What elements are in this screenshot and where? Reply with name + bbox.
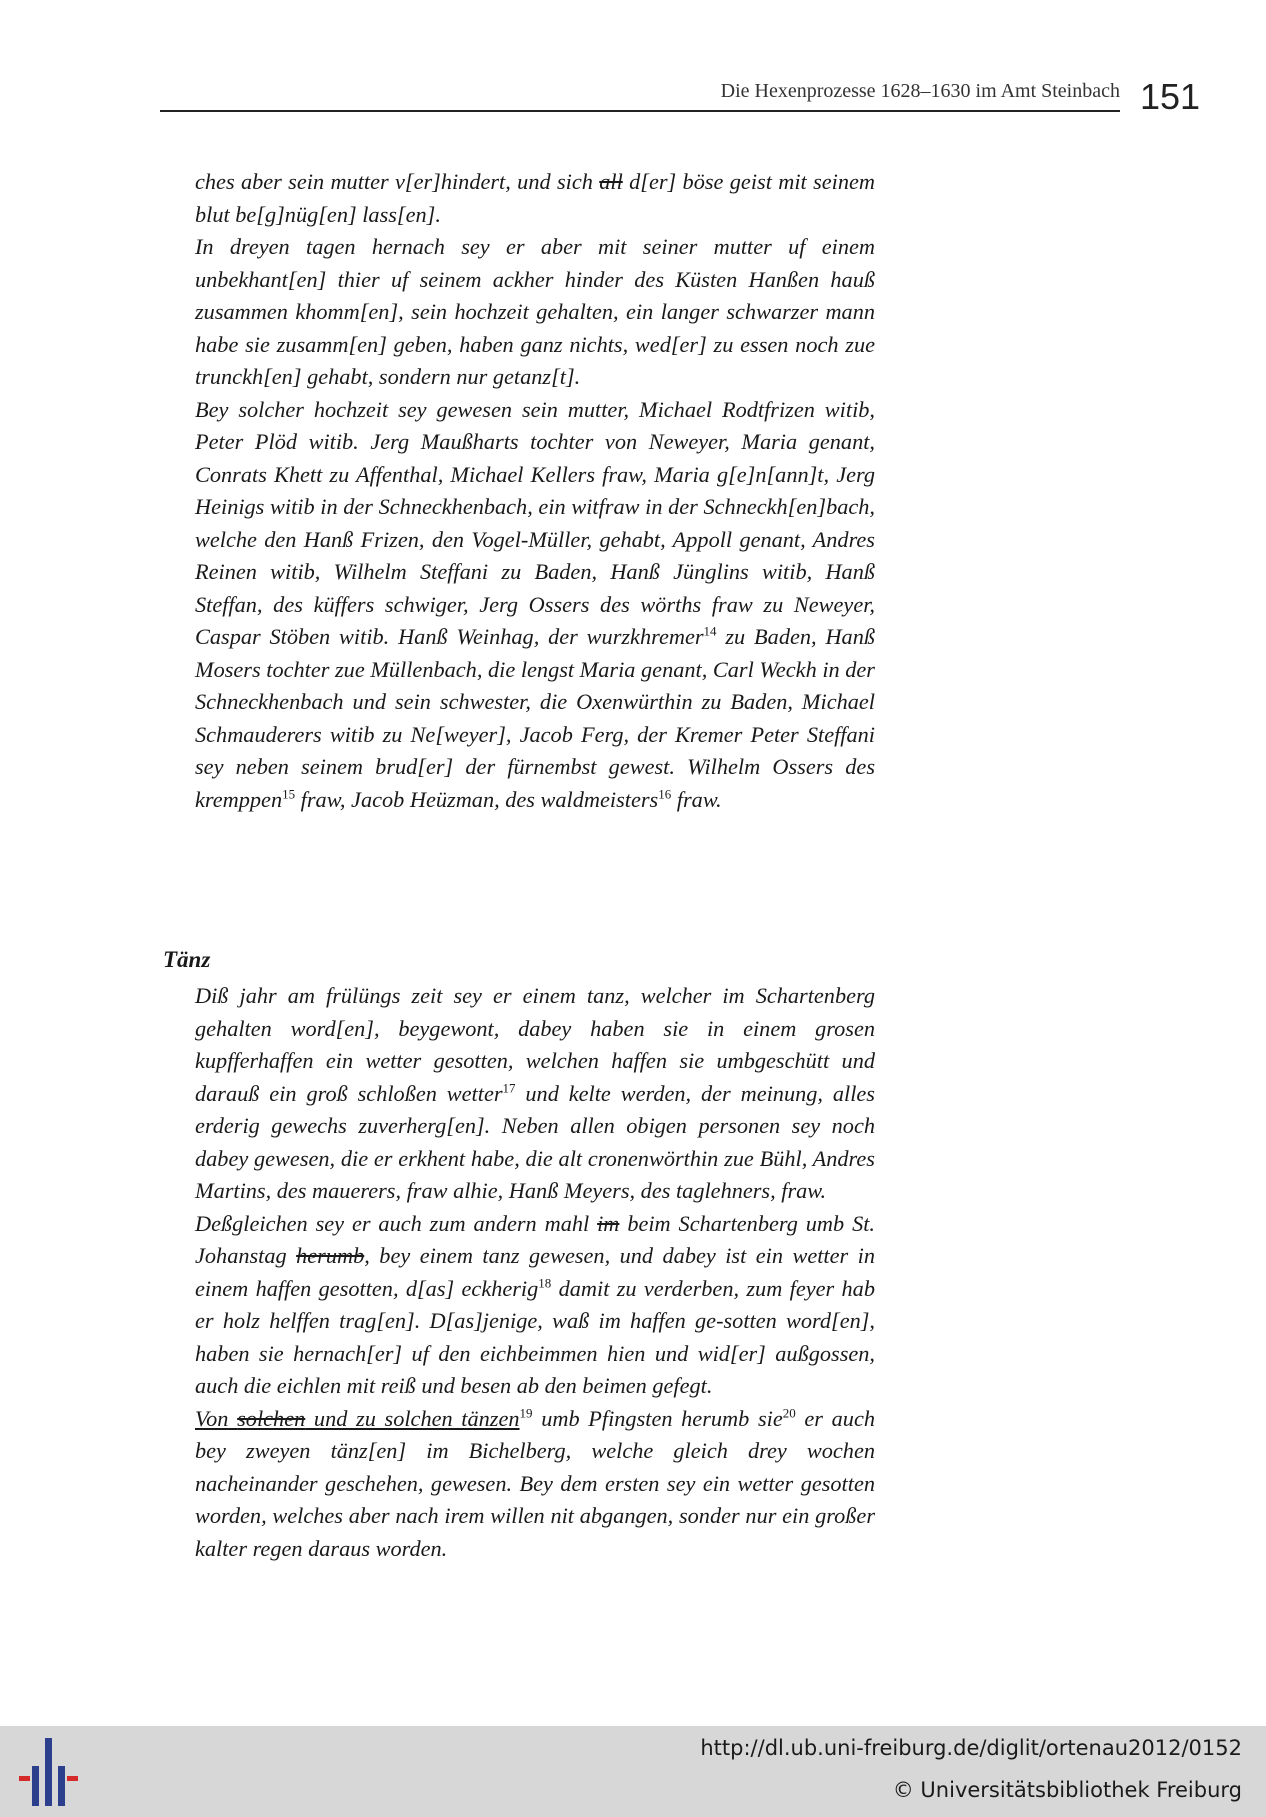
footnote-ref: 16 — [658, 786, 672, 802]
paragraph — [195, 980, 875, 1208]
text-run: und kelte werden, der meinung, alles erderig gewechs zuverherg[en]. Neben allen obigen personen sey noch dabey gewesen, die er erkhent habe, die alt cronenwörthin zue Bühl, Andres Martins, des mauerers, fraw alhie, Hanß Meyers, des taglehners, fraw. — [195, 1080, 875, 1203]
paragraph — [195, 1208, 875, 1403]
footnote-ref: 19 — [519, 1405, 533, 1421]
body-text-bottom — [195, 980, 875, 1565]
text-run: Bey solcher hochzeit sey gewesen sein mutter, Michael Rodtfrizen witib, Peter Plöd witib. Jerg Maußharts tochter von Neweyer, Maria genant, Conrats Khett zu Affenthal, Michael Kellers fraw, Maria g[e]n[ann]t, Jerg Heinigs witib in der Schneckhenbach, ein witfraw in der Schneckh[en]bach, welche den Hanß Frizen, den Vogel-Müller, gehabt, Appoll genant, Andres Reinen witib, Wilhelm Steffani zu Baden, Hanß Jünglins witib, Hanß Steffan, des küffers schwiger, Jerg Ossers des wörths fraw zu Neweyer, Caspar Stöben witib. Hanß Weinhag, der wurzkhremer — [195, 396, 875, 649]
text-run: Diß jahr am frülüngs zeit sey er einem tanz, welcher im Schartenberg gehalten word[en], beygewont, dabey haben sie in einem grosen kupfferhaffen ein wetter gesotten, welchen haffen sie umbgeschütt und darauß ein groß schloßen wetter — [195, 983, 875, 1106]
footnote-ref: 14 — [703, 623, 717, 639]
text-run: damit zu verderben, zum feyer hab er holz helffen trag[en]. D[as]jenige, waß im haffen ge-sotten word[en], haben sie hernach[er] uf den eichbeimmen hien und wid[er] außgossen, auch die eichlen mit reiß und besen ab den beimen gefegt. — [195, 1275, 875, 1398]
footer-copyright: © Universitätsbibliothek Freiburg — [892, 1778, 1242, 1802]
underlined-text: und zu solchen tänzen — [305, 1405, 520, 1431]
footer-url-link[interactable]: http://dl.ub.uni-freiburg.de/diglit/ortenau2012/0152 — [700, 1736, 1242, 1760]
body-text-top — [195, 166, 875, 816]
ub-freiburg-logo-icon — [18, 1736, 78, 1808]
paragraph: In dreyen tagen hernach sey er aber mit seiner mutter uf einem unbekhant[en] thier uf seinem ackher hinder des Küsten Hanßen hauß zusammen khomm[en], sein hochzeit gehalten, ein langer schwarzer mann habe sie zusamm[en] geben, haben ganz nichts, wed[er] zu essen noch zue trunckh[en] gehabt, sondern nur getanz[t]. — [195, 234, 875, 389]
paragraph — [195, 166, 875, 231]
running-title: Die Hexenprozesse 1628–1630 im Amt Steinbach — [720, 80, 1120, 102]
header-rule — [160, 110, 1120, 112]
struck-word: im — [597, 1210, 620, 1236]
footnote-ref: 20 — [782, 1405, 796, 1421]
struck-word: all — [599, 169, 623, 194]
section-heading: Tänz — [163, 947, 211, 972]
footer-band — [0, 1726, 1266, 1817]
text-run: Deßgleichen sey er auch zum andern mahl — [195, 1210, 598, 1236]
underlined-text: Von — [195, 1405, 238, 1431]
page-number: 151 — [1140, 76, 1201, 117]
text-run: zu Baden, Hanß Mosers tochter zue Müllenbach, die lengst Maria genant, Carl Weckh in der Schneckhenbach und sein schwester, die Oxenwürthin zu Baden, Michael Schmauderers witib zu Ne[weyer], Jacob Ferg, der Kremer Peter Steffani sey neben seinem brud[er] der fürnembst gewest. Wilhelm Ossers des kremppen — [195, 624, 875, 812]
footnote-ref: 15 — [282, 786, 296, 802]
text-run: fraw, Jacob Heüzman, des waldmeisters — [295, 786, 659, 812]
text-run: , bey einem tanz gewesen, und dabey ist ein wetter in einem haffen gesotten, d[as] eckherig — [195, 1243, 875, 1301]
text-run: umb Pfingsten herumb sie — [532, 1405, 783, 1431]
paragraph — [195, 1403, 875, 1566]
struck-word: solchen — [237, 1405, 306, 1431]
footnote-ref: 18 — [538, 1275, 552, 1291]
text-run: beim Schartenberg umb St. Johanstag — [195, 1210, 875, 1268]
footnote-ref: 17 — [502, 1080, 516, 1096]
text-run: d[er] böse geist mit seinem blut be[g]nüg[en] lass[en]. — [195, 169, 875, 227]
text-run: fraw. — [671, 786, 722, 812]
struck-word: herumb — [296, 1243, 365, 1268]
text-run: er auch bey zweyen tänz[en] im Bichelberg, welche gleich drey wochen nacheinander geschehen, gewesen. Bey dem ersten sey ein wetter gesotten worden, welches aber nach irem willen nit abgangen, sonder nur ein großer kalter regen daraus worden. — [195, 1405, 875, 1561]
text-run: ches aber sein mutter v[er]hindert, und sich — [195, 169, 600, 194]
paragraph — [195, 394, 875, 817]
